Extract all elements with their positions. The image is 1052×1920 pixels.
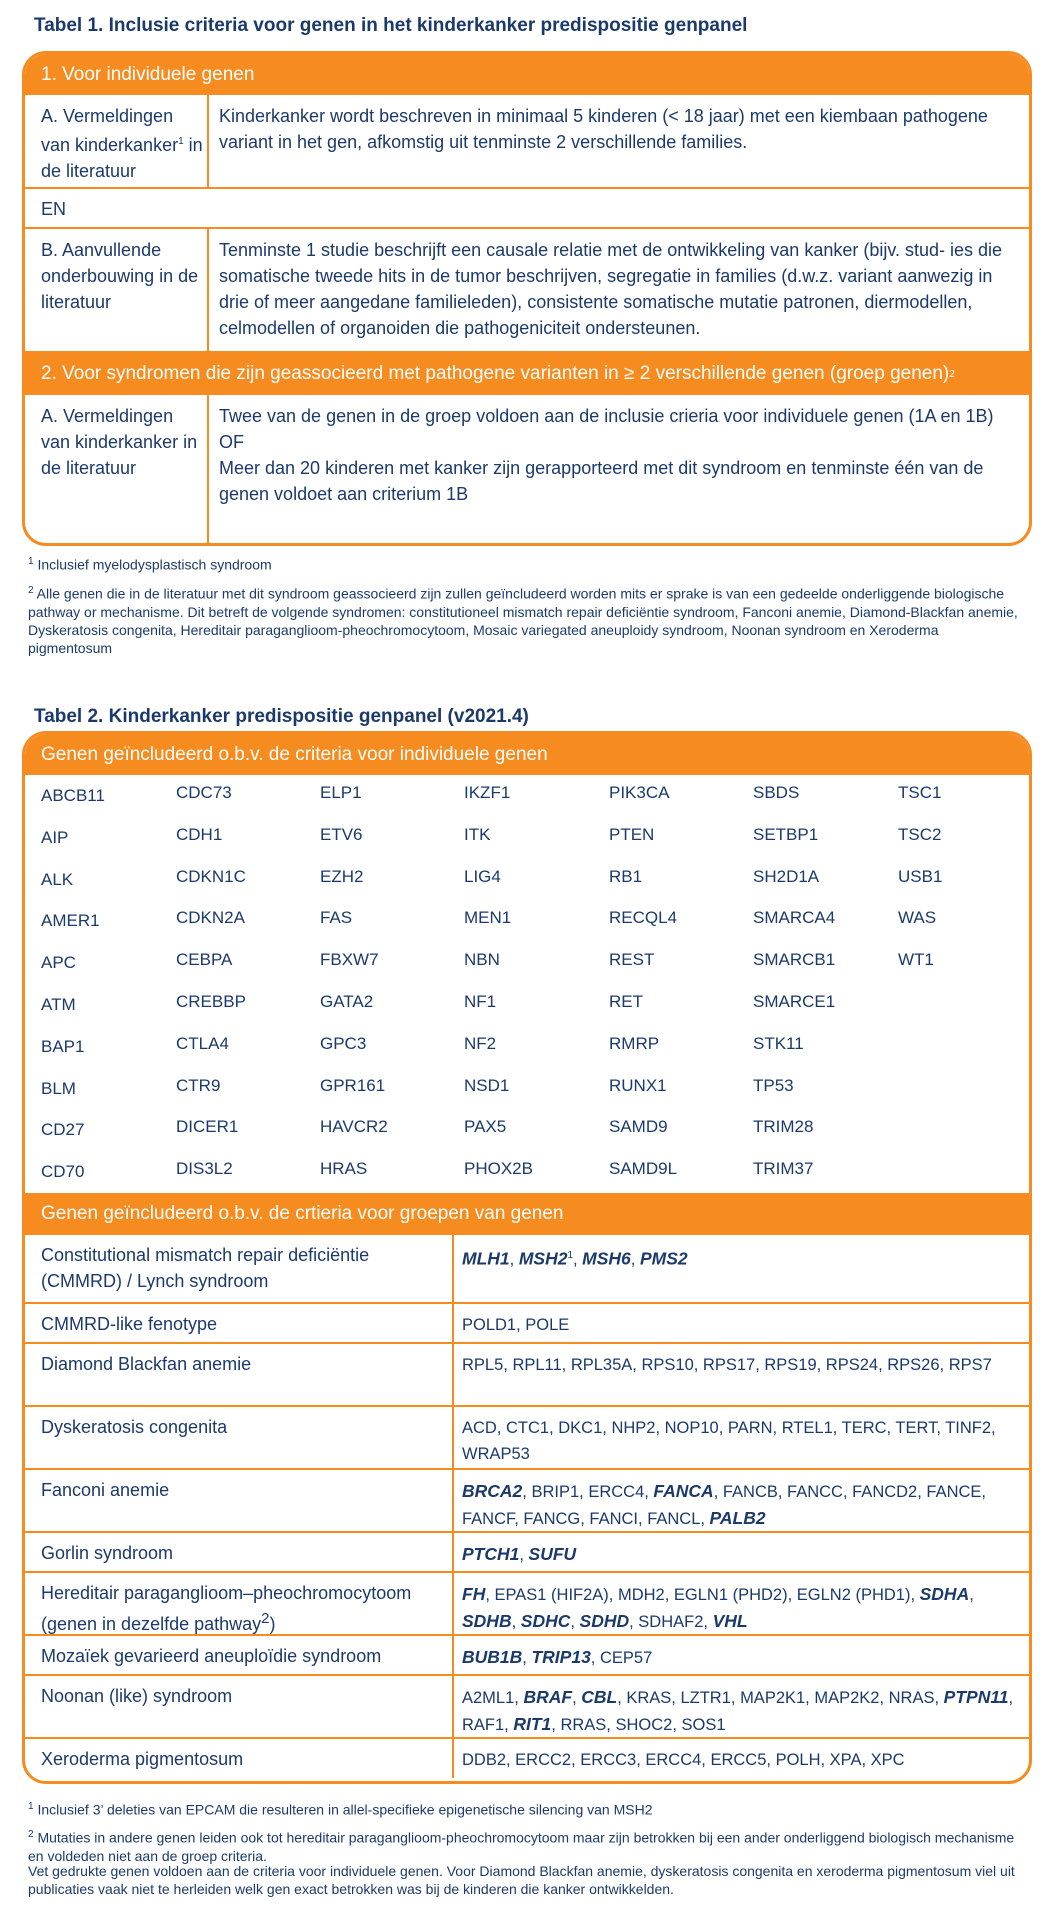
- row-1a-label: A. Vermeldingen van kinderkanker$^1$ in de literatuur: [25, 95, 209, 187]
- group-row: [25, 1573, 1029, 1636]
- table1-box: [22, 51, 1032, 546]
- gene-smarca4: SMARCA4: [753, 908, 836, 928]
- row-2a-text-or: OF: [219, 432, 244, 452]
- gene-tsc2: TSC2: [898, 824, 942, 844]
- group-row: [25, 1304, 1029, 1344]
- gene-trim28: TRIM28: [753, 1117, 814, 1137]
- table1-title: Tabel 1. Inclusie criteria voor genen in het kinderkanker predispositie genpanel: [34, 15, 748, 36]
- gene-samd9l: SAMD9L: [609, 1159, 678, 1179]
- row-1a-text: Kinderkanker wordt beschreven in minimaal 5 kinderen (< 18 jaar) met een kiembaan pathogene variant in het gen, afkomstig uit tenminste 2 verschillende families.: [219, 106, 988, 152]
- gene-lig4: LIG4: [464, 866, 501, 886]
- gene-runx1: RUNX1: [609, 1075, 667, 1095]
- group-genes: DDB2, ERCC2, ERCC3, ERCC4, ERCC5, POLH, XPA, XPC: [462, 1751, 905, 1769]
- gene-cdkn1c: CDKN1C: [176, 866, 246, 886]
- gene-pten: PTEN: [609, 824, 655, 844]
- table1-row-2a: [25, 395, 1029, 543]
- row-1b-text: Tenminste 1 studie beschrijft een causale relatie met de ontwikkeling van kanker (bijv. stud- ies die somatische tweede hits in de tumor beschrijven, segregatie in families (d.w.z. variant aanwezig in drie of meer aangedane familieleden), consistente somatische mutatie patronen, diermodellen, celmodellen of organoiden die pathogeniciteit ondersteunen.: [219, 240, 1003, 338]
- table2-title: Tabel 2. Kinderkanker predispositie genpanel (v2021.4): [34, 706, 529, 727]
- group-row: [25, 1235, 1029, 1304]
- gene-pik3ca: PIK3CA: [609, 783, 670, 802]
- gene-ret: RET: [609, 992, 643, 1011]
- gene-fbxw7: FBXW7: [320, 950, 379, 970]
- group-row: [25, 1533, 1029, 1573]
- gene-gpc3: GPC3: [320, 1033, 367, 1053]
- group-genes: BUB1B, TRIP13, CEP57: [462, 1647, 653, 1667]
- gene-bap1: BAP1: [41, 1036, 85, 1056]
- gene-rest: REST: [609, 950, 655, 970]
- group-name: CMMRD-like fenotype: [25, 1304, 454, 1342]
- gene-smarce1: SMARCE1: [753, 992, 836, 1011]
- gene-nf2: NF2: [464, 1033, 497, 1053]
- gene-aip: AIP: [41, 827, 69, 847]
- gene-stk11: STK11: [753, 1033, 804, 1053]
- group-name: Dyskeratosis congenita: [25, 1407, 454, 1468]
- gene-ctr9: CTR9: [176, 1075, 221, 1095]
- gene-samd9: SAMD9: [609, 1117, 668, 1137]
- group-row: [25, 1407, 1029, 1470]
- group-genes: PTCH1, SUFU: [462, 1544, 577, 1564]
- gene-cdkn2a: CDKN2A: [176, 908, 245, 928]
- gene-rb1: RB1: [609, 866, 643, 886]
- gene-ezh2: EZH2: [320, 866, 364, 886]
- group-genes: MLH1, $MSH2^1$, MSH6, PMS2: [462, 1248, 688, 1269]
- en-label: EN: [41, 199, 67, 219]
- group-genes: BRCA2, BRIP1, ERCC4, FANCA, FANCB, FANCC, FANCD2, FANCE, FANCF, FANCG, FANCI, FANCL, PALB2: [462, 1481, 987, 1528]
- gene-rmrp: RMRP: [609, 1033, 660, 1053]
- group-row: [25, 1470, 1029, 1533]
- gene-atm: ATM: [41, 995, 76, 1014]
- gene-etv6: ETV6: [320, 824, 363, 844]
- group-name: Diamond Blackfan anemie: [25, 1344, 454, 1405]
- table2-footnote-2: $^2$ Mutaties in andere genen leiden ook tot hereditair paraganglioom-pheochromocytoom maar zijn betrokken bij een ander onderliggend biologisch mechanisme en voldeden niet aan de groep criteria.: [28, 1829, 1015, 1864]
- gene-men1: MEN1: [464, 908, 512, 928]
- gene-ikzf1: IKZF1: [464, 783, 511, 802]
- gene-ctla4: CTLA4: [176, 1033, 229, 1053]
- gene-nf1: NF1: [464, 992, 497, 1011]
- table2-footnote-3: Vet gedrukte genen voldoen aan de criteria voor individuele genen. Voor Diamond Blackfan anemie, dyskeratosis congenita en xeroderma pigmentosum viel uit publicaties vaak niet te herleiden welk gen exact betrokken was bij de kinderen die kanker ontwikkelden.: [28, 1863, 1015, 1897]
- gene-recql4: RECQL4: [609, 908, 678, 928]
- group-name: Xeroderma pigmentosum: [25, 1739, 454, 1778]
- group-genes: A2ML1, BRAF, CBL, KRAS, LZTR1, MAP2K1, MAP2K2, NRAS, PTPN11, RAF1, RIT1, RRAS, SHOC2, SOS1: [462, 1687, 1014, 1734]
- group-name: Noonan (like) syndroom: [25, 1676, 454, 1737]
- row-2a-text-2: Meer dan 20 kinderen met kanker zijn gerapporteerd met dit syndroom en tenminste één van de genen voldoet aan criterium 1B: [219, 458, 984, 504]
- group-name: Fanconi anemie: [25, 1470, 454, 1531]
- gene-cebpa: CEBPA: [176, 950, 233, 970]
- table2-box: [22, 731, 1032, 1784]
- gene-smarcb1: SMARCB1: [753, 950, 836, 970]
- gene-gpr161: GPR161: [320, 1075, 386, 1095]
- gene-usb1: USB1: [898, 866, 943, 886]
- gene-nsd1: NSD1: [464, 1075, 510, 1095]
- group-row: [25, 1636, 1029, 1676]
- gene-dis3l2: DIS3L2: [176, 1159, 233, 1179]
- group-genes: FH, EPAS1 (HIF2A), MDH2, EGLN1 (PHD2), EGLN2 (PHD1), SDHA, SDHB, SDHC, SDHD, SDHAF2, VHL: [462, 1584, 974, 1631]
- group-genes: POLD1, POLE: [462, 1316, 570, 1334]
- gene-nbn: NBN: [464, 950, 500, 970]
- group-row: [25, 1739, 1029, 1778]
- group-name: Gorlin syndroom: [25, 1533, 454, 1571]
- group-row: [25, 1676, 1029, 1739]
- gene-setbp1: SETBP1: [753, 824, 819, 844]
- gene-itk: ITK: [464, 824, 491, 844]
- group-genes: RPL5, RPL11, RPL35A, RPS10, RPS17, RPS19, RPS24, RPS26, RPS7: [462, 1356, 992, 1374]
- gene-cd27: CD27: [41, 1120, 85, 1140]
- table1-section1-header: 1. Voor individuele genen: [25, 54, 1029, 95]
- row-2a-text: [209, 395, 1029, 543]
- group-name: Hereditair paraganglioom–pheochromocytoom (genen in dezelfde pathway$^2$): [25, 1573, 454, 1634]
- gene-tsc1: TSC1: [898, 783, 942, 802]
- gene-elp1: ELP1: [320, 783, 362, 802]
- gene-tp53: TP53: [753, 1075, 794, 1095]
- gene-wt1: WT1: [898, 950, 934, 970]
- gene-cdc73: CDC73: [176, 783, 232, 802]
- gene-phox2b: PHOX2B: [464, 1159, 533, 1179]
- gene-amer1: AMER1: [41, 911, 100, 931]
- gene-gata2: GATA2: [320, 992, 374, 1011]
- row-2a-text-1: Twee van de genen in de groep voldoen aan de inclusie crieria voor individuele genen (1A en 1B): [219, 406, 994, 426]
- gene-sh2d1a: SH2D1A: [753, 866, 820, 886]
- table1-row-1b: [25, 229, 1029, 353]
- gene-was: WAS: [898, 908, 937, 928]
- group-genes: ACD, CTC1, DKC1, NHP2, NOP10, PARN, RTEL1, TERC, TERT, TINF2, WRAP53: [462, 1419, 996, 1463]
- gene-hras: HRAS: [320, 1159, 368, 1179]
- gene-alk: ALK: [41, 869, 74, 889]
- row-1b-label: B. Aanvullende onderbouwing in de literatuur: [25, 229, 209, 351]
- gene-cd70: CD70: [41, 1162, 85, 1182]
- gene-havcr2: HAVCR2: [320, 1117, 388, 1137]
- gene-fas: FAS: [320, 908, 353, 928]
- gene-crebbp: CREBBP: [176, 992, 246, 1011]
- gene-grid: [25, 775, 1029, 1193]
- gene-trim37: TRIM37: [753, 1159, 814, 1179]
- group-table: [25, 1235, 1029, 1778]
- table2-section1-header: Genen geïncludeerd o.b.v. de criteria voor individuele genen: [25, 734, 1029, 775]
- gene-cdh1: CDH1: [176, 824, 223, 844]
- table1-footnote-1: $^1$ Inclusief myelodysplastisch syndroom: [28, 556, 272, 573]
- table1-section2-header: 2. Voor syndromen die zijn geassocieerd met pathogene varianten in ≥ 2 verschillende genen (groep genen) 2: [25, 353, 1029, 395]
- group-name: Mozaïek gevarieerd aneuploïdie syndroom: [25, 1636, 454, 1674]
- gene-sbds: SBDS: [753, 783, 800, 802]
- gene-dicer1: DICER1: [176, 1117, 239, 1137]
- group-name: Constitutional mismatch repair deficiëntie (CMMRD) / Lynch syndroom: [25, 1235, 454, 1302]
- gene-pax5: PAX5: [464, 1117, 507, 1137]
- group-row: [25, 1344, 1029, 1407]
- gene-abcb11: ABCB11: [41, 786, 105, 805]
- gene-apc: APC: [41, 953, 76, 973]
- gene-blm: BLM: [41, 1078, 76, 1098]
- table1-row-en: [25, 189, 1029, 229]
- table2-section2-header: Genen geïncludeerd o.b.v. de crtieria voor groepen van genen: [25, 1193, 1029, 1235]
- table2-footnote-1: $^1$ Inclusief 3’ deleties van EPCAM die resulteren in allel-specifieke epigenetische silencing van MSH2: [28, 1801, 653, 1818]
- row-2a-label: A. Vermeldingen van kinderkanker in de literatuur: [25, 395, 209, 543]
- table1-row-1a: [25, 95, 1029, 189]
- table1-footnote-2: $^2$ Alle genen die in de literatuur met dit syndroom geassocieerd zijn zullen geïncludeerd worden mits er sprake is van een gedeelde onderliggende biologische pathway or mechanisme. Dit betreft de volgende syndromen: constitutioneel mismatch repair deficiëntie syndroom, Fanconi anemie, Diamond-Blackfan anemie, Dyskeratosis congenita, Hereditair paraganglioom-pheochromocytoom, Mosaic variegated aneuploidy syndroom, Noonan syndroom en Xeroderma pigmentosum: [28, 585, 1018, 656]
